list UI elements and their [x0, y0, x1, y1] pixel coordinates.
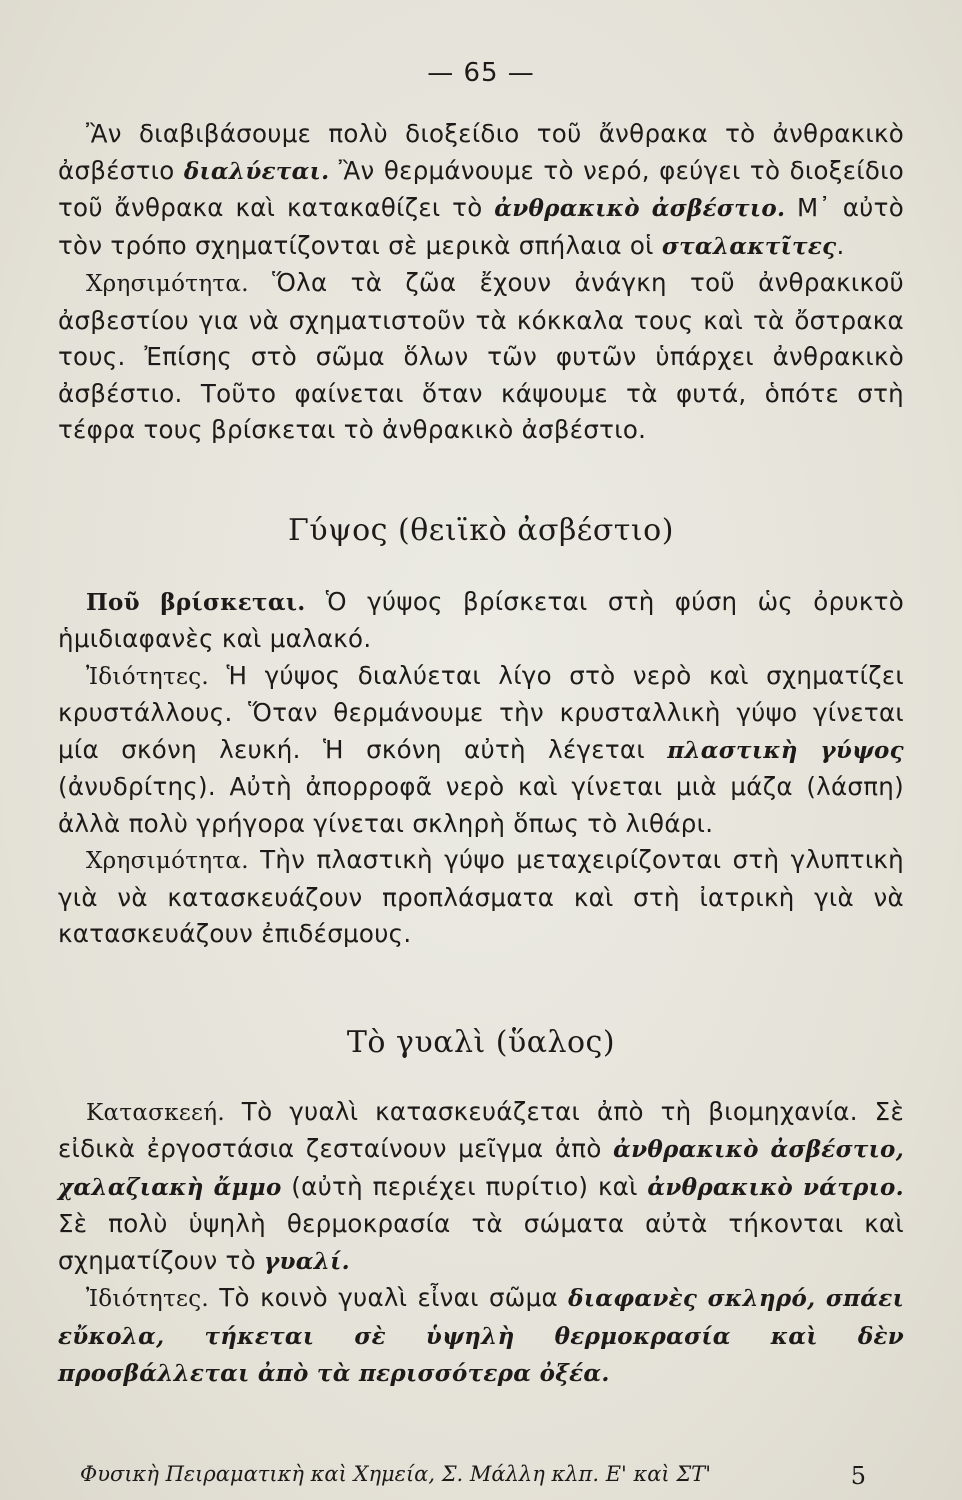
- text: Ἂν διαβιβάσουμε πολὺ διοξείδιο τοῦ ἄνθρακα τὸ ἀνθρακικὸ ἀσβέστιο: [58, 119, 904, 185]
- run-in-heading: Χρησιμότητα.: [86, 271, 249, 297]
- text: Σὲ πολὺ ὑψηλὴ θερμοκρασία τὰ σώματα αὐτὰ τήκονται καὶ σχηματίζουν τὸ: [58, 1209, 904, 1275]
- run-in-heading: Κατασκεεή.: [86, 1099, 225, 1126]
- run-in-heading: Χρησιμότητα.: [86, 848, 249, 874]
- paragraph-glass-manufacture: [58, 1094, 904, 1281]
- run-in-heading: Ἰδιότητες.: [86, 1286, 210, 1312]
- emphasis: πλαστικὴ γύψος: [667, 736, 904, 764]
- text: .: [836, 230, 845, 260]
- paragraph-gypsum-properties: [58, 658, 904, 843]
- emphasis: ἀνθρακικὸ ἀσβέστιο, χαλαζιακὴ ἄμμο: [58, 1136, 905, 1201]
- paragraph-gypsum-uses: [58, 842, 904, 953]
- text: Ὅλα τὰ ζῶα ἔχουν ἀνάγκη τοῦ ἀνθρακικοῦ ἀσβεστίου για νὰ σχηματιστοῦν τὰ κόκκαλα τους καὶ τὰ ὄστρακα τους. Ἐπίσης στὸ σῶμα ὅλων τῶν φυτῶν ὑπάρχει ἀνθρακικὸ ἀσβέστιο. Τοῦτο φαίνεται ὅταν κάψουμε τὰ φυτά, ὁπότε στὴ τέφρα τους βρίσκεται τὸ ἀνθρακικὸ ἀσβέστιο.: [58, 268, 904, 444]
- paragraph-bicarbonate: [58, 116, 904, 265]
- run-in-heading: Ποῦ βρίσκεται.: [86, 588, 306, 616]
- paragraph-where-found: [58, 584, 904, 658]
- text: (αὐτὴ περιέχει πυρίτιο) καὶ: [281, 1171, 648, 1201]
- text: Τὴν πλαστικὴ γύψο μεταχειρίζονται στὴ γλυπτικὴ γιὰ νὰ κατασκευάζουν προπλάσματα καὶ στὴ ἰατρικὴ γιὰ νὰ κατασκευάζουν ἐπιδέσμους.: [58, 845, 904, 948]
- text: Μ᾽ αὐτὸ τὸν τρόπο σχηματίζονται σὲ μερικὰ σπήλαια οἱ: [58, 193, 904, 260]
- emphasis: διαλύεται.: [183, 157, 330, 185]
- page-number: — 65 —: [427, 58, 535, 88]
- emphasis: ἀνθρακικὸ ἀσβέστιο.: [494, 195, 786, 222]
- footer-signature-number: 5: [850, 1462, 866, 1490]
- paragraph-glass-properties: [58, 1280, 904, 1393]
- text: Τὸ κοινὸ γυαλὶ εἶναι σῶμα: [209, 1283, 569, 1312]
- emphasis: διαφανὲς σκληρό, σπάει εὔκολα, τήκεται σὲ ὑψηλὴ θερμοκρασία καὶ δὲν προσβάλλεται ἀπὸ τὰ περισσότερα ὀξέα.: [58, 1285, 905, 1387]
- emphasis: ἀνθρακικὸ νάτριο.: [647, 1173, 904, 1201]
- section-heading-glass: Τὸ γυαλὶ (ὕαλος): [346, 1024, 616, 1060]
- text: (ἀνυδρίτης). Αὐτὴ ἀπορροφᾶ νερὸ καὶ γίνεται μιὰ μάζα (λάσπη) ἀλλὰ πολὺ γρήγορα γίνεται σκληρὴ ὅπως τὸ λιθάρι.: [58, 772, 904, 838]
- footer-book-title: Φυσικὴ Πειραματικὴ καὶ Χημεία, Σ. Μάλλη κλπ. Ε' καὶ ΣΤ': [80, 1462, 711, 1486]
- page-footer: [80, 1462, 866, 1490]
- emphasis: σταλακτῖτες: [661, 232, 837, 260]
- text: Ἂν θερμάνουμε τὸ νερό, φεύγει τὸ διοξείδιο τοῦ ἄνθρακα καὶ κατακαθίζει τὸ: [58, 155, 905, 222]
- paragraph-uses-carbonate: [58, 265, 904, 449]
- section-heading-gypsum: Γύψος (θειϊκὸ ἀσβέστιο): [288, 512, 674, 548]
- text: Ὁ γύψος βρίσκεται στὴ φύση ὡς ὀρυκτὸ ἡμιδιαφανὲς καὶ μαλακό.: [58, 586, 904, 653]
- emphasis: γυαλί.: [263, 1247, 350, 1275]
- text: Τὸ γυαλὶ κατασκευάζεται ἀπὸ τὴ βιομηχανία. Σὲ εἰδικὰ ἐργοστάσια ζεσταίνουν μεῖγμα ἀπὸ: [58, 1096, 904, 1163]
- run-in-heading: Ἰδιότητες.: [86, 663, 210, 690]
- text: Ἡ γύψος διαλύεται λίγο στὸ νερὸ καὶ σχηματίζει κρυστάλλους. Ὅταν θερμάνουμε τὴν κρυσταλλικὴ γύψο γίνεται μία σκόνη λευκή. Ἡ σκόνη αὐτὴ λέγεται: [58, 660, 904, 764]
